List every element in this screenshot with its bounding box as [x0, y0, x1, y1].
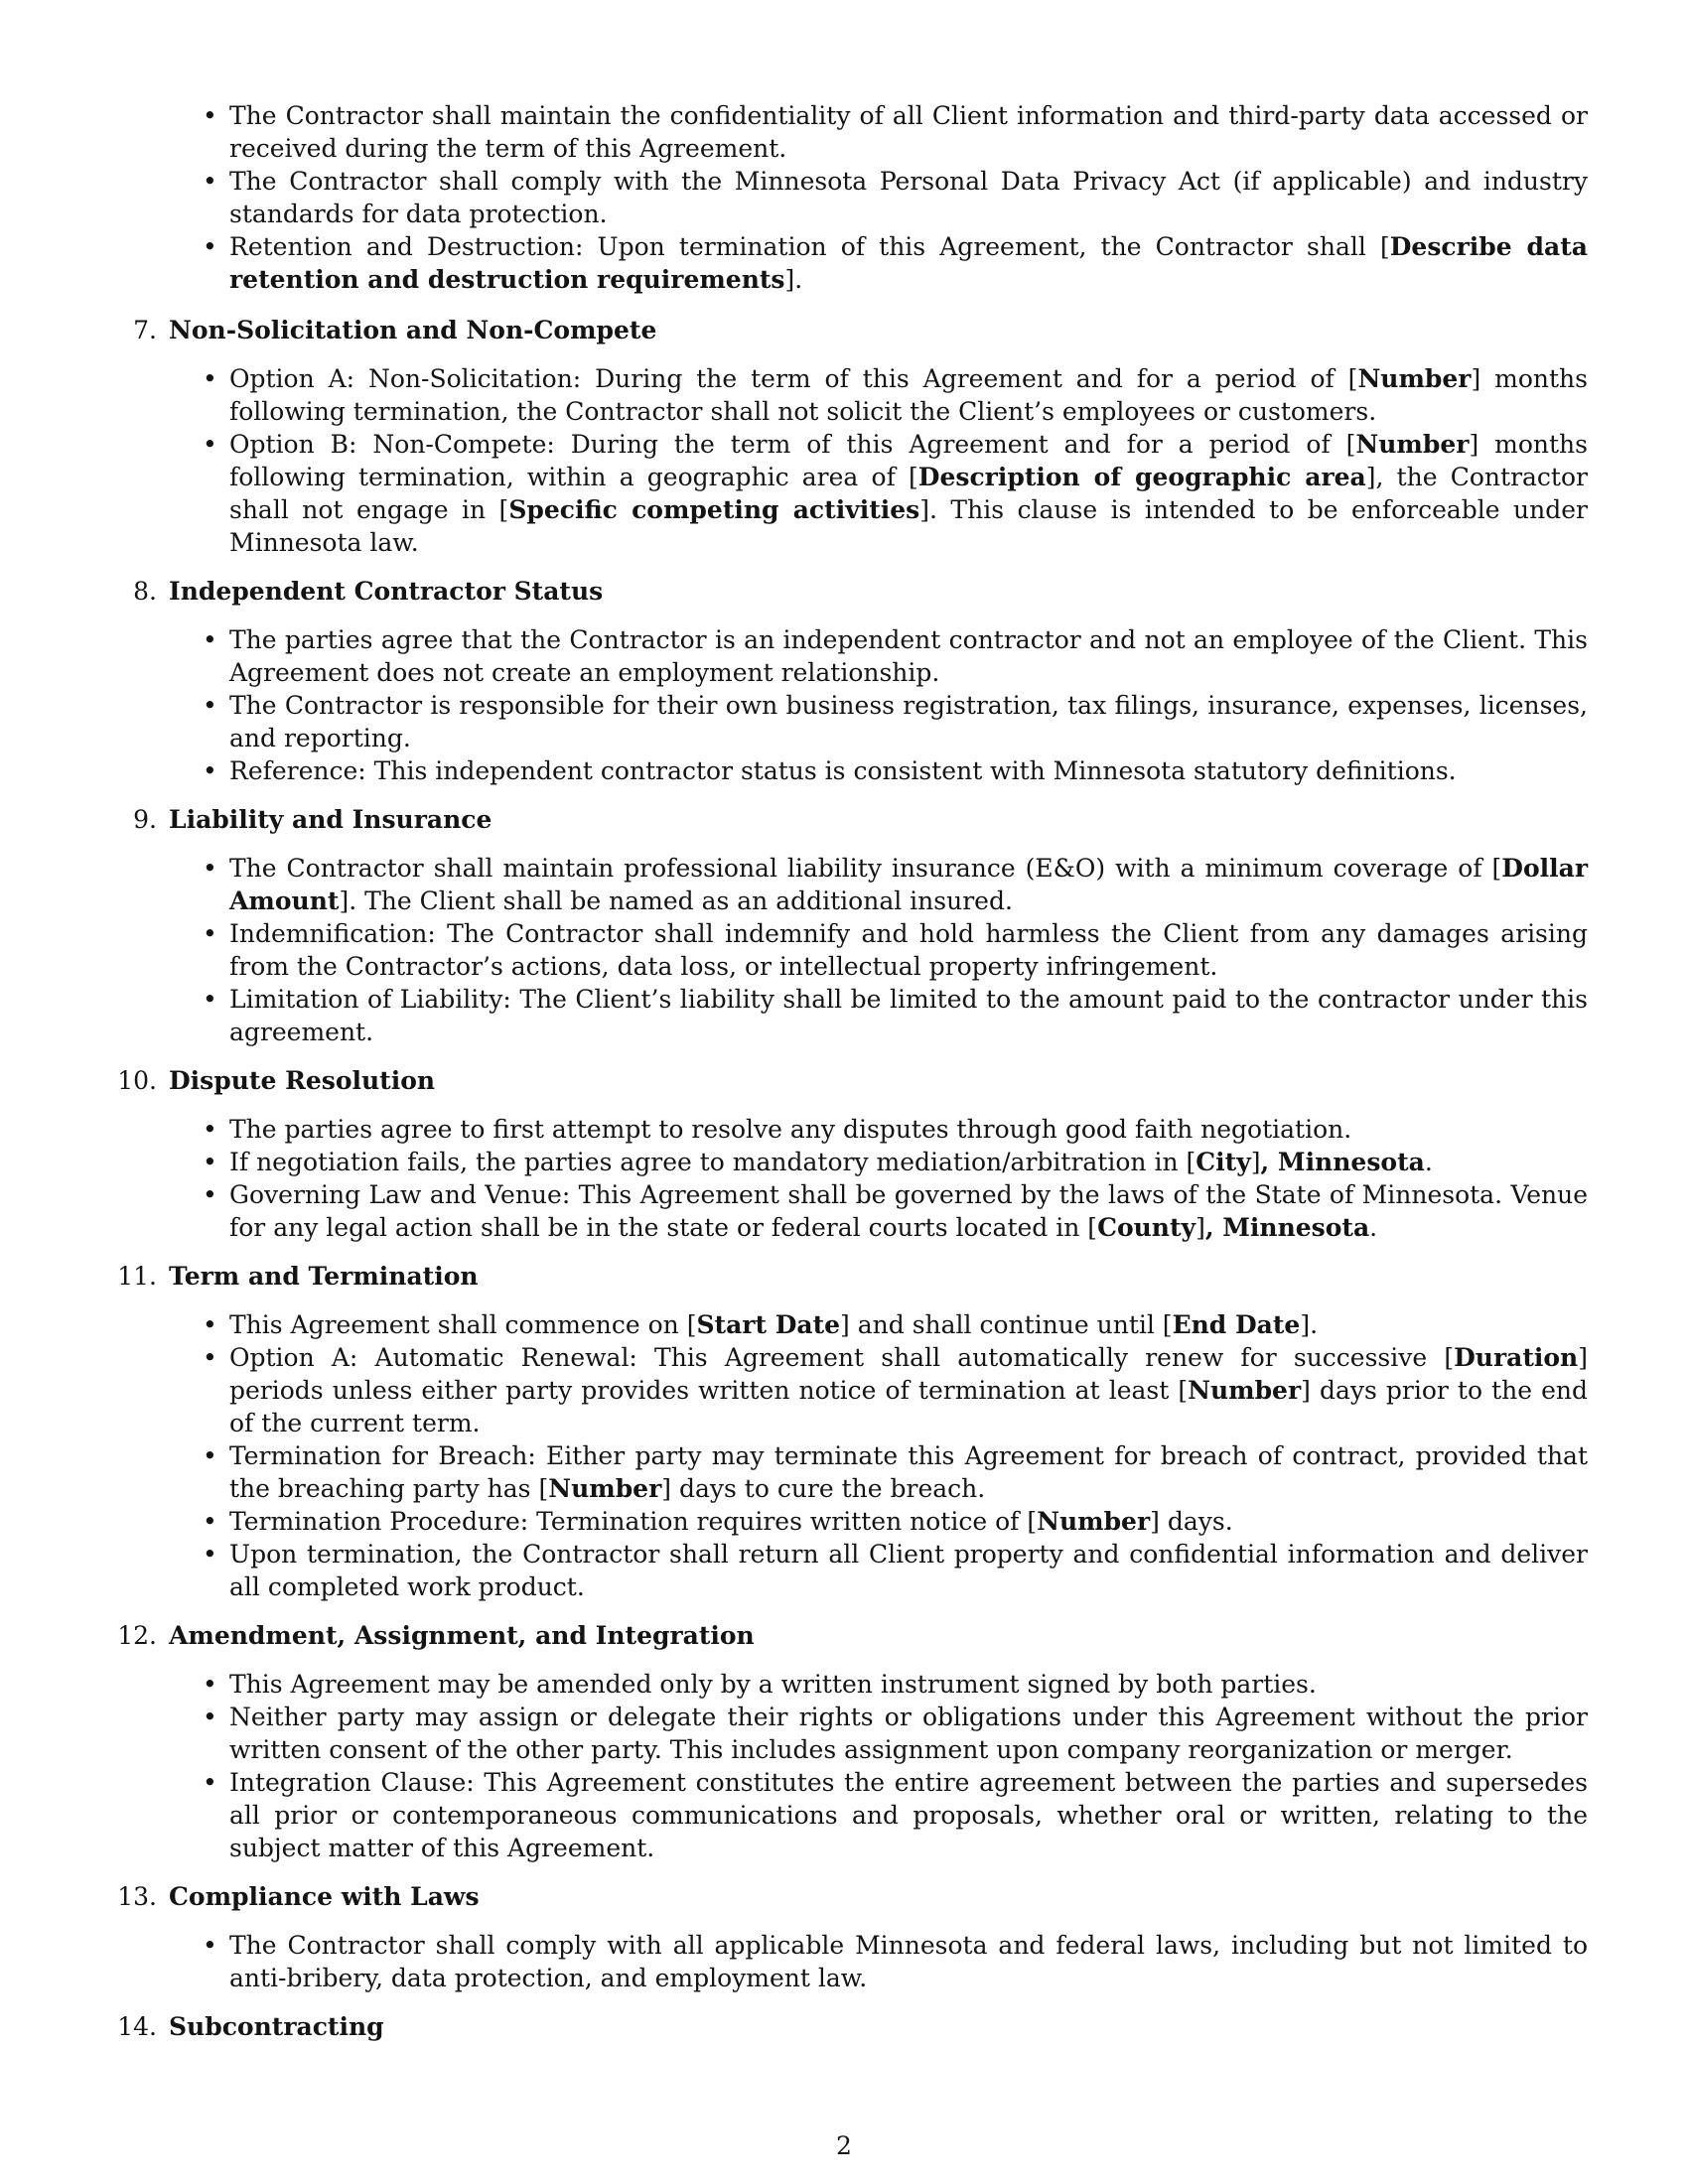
- section-number: 13.: [117, 1882, 157, 1911]
- section-heading: [0, 1880, 1688, 1913]
- clause-text: ]: [1250, 1148, 1261, 1176]
- section-bullet-list: [0, 1113, 1688, 1244]
- clause-text: ] days.: [1150, 1507, 1233, 1536]
- clause-text: ].: [1300, 1310, 1319, 1339]
- section-heading: [0, 1619, 1688, 1652]
- section-number: 7.: [133, 316, 157, 344]
- bullet-item: [229, 1929, 1588, 1994]
- clause-text: The Contractor shall comply with the Minnesota Personal Data Privacy Act (if applicable) and industry standards for data protection.: [229, 167, 1588, 228]
- section-9: [0, 803, 1688, 1048]
- section-bullet-list: [0, 1308, 1688, 1603]
- bullet-item: [229, 1439, 1588, 1505]
- bullet-item: [229, 230, 1588, 296]
- section-10: [0, 1064, 1688, 1244]
- bullet-item: [229, 1113, 1588, 1146]
- placeholder-text: Duration: [1454, 1343, 1579, 1372]
- bullet-item: [229, 1505, 1588, 1538]
- section-bullet-list: [0, 623, 1688, 787]
- bullet-item: [229, 165, 1588, 230]
- bullet-item: [229, 1766, 1588, 1864]
- section-heading: [0, 575, 1688, 608]
- placeholder-text: County: [1097, 1213, 1196, 1242]
- clause-text: Limitation of Liability: The Client’s liability shall be limited to the amount paid to the contractor under this agreement.: [229, 985, 1588, 1046]
- clause-text: ] days prior to the end of the current term.: [229, 1376, 1588, 1437]
- bullet-item: [229, 428, 1588, 559]
- section-number: 12.: [117, 1621, 157, 1650]
- bullet-item: [229, 1178, 1588, 1244]
- section-12: [0, 1619, 1688, 1864]
- placeholder-text: Number: [548, 1474, 662, 1503]
- clause-text: Integration Clause: This Agreement constitutes the entire agreement between the parties and supersedes all prior or contemporaneous communications and proposals, whether oral or written, relating to the subject matter of this Agreement.: [229, 1768, 1588, 1862]
- clause-text: The parties agree that the Contractor is an independent contractor and not an employee of the Client. This Agreement does not create an employment relationship.: [229, 625, 1588, 687]
- placeholder-text: Description of geographic area: [917, 463, 1366, 491]
- placeholder-text: Start Date: [696, 1310, 841, 1339]
- section-title: Dispute Resolution: [169, 1066, 436, 1095]
- clause-text: The Contractor shall comply with all applicable Minnesota and federal laws, including but not limited to anti-bribery, data protection, and employment law.: [229, 1931, 1588, 1992]
- clause-text: Neither party may assign or delegate their rights or obligations under this Agreement without the prior written consent of the other party. This includes assignment upon company reorganization or merger.: [229, 1703, 1588, 1764]
- placeholder-text: End Date: [1172, 1310, 1301, 1339]
- section-title: Amendment, Assignment, and Integration: [169, 1621, 755, 1650]
- bullet-item: [229, 623, 1588, 689]
- clause-text: ]. This clause is intended to be enforceable under Minnesota law.: [229, 495, 1589, 557]
- clause-text: This Agreement shall commence on [: [229, 1310, 697, 1339]
- section-title: Non-Solicitation and Non-Compete: [169, 316, 657, 344]
- clause-text: Governing Law and Venue: This Agreement shall be governed by the laws of the State of Minnesota. Venue for any legal action shall be in the state or federal courts located in [: [229, 1180, 1588, 1242]
- section-heading: [0, 1260, 1688, 1293]
- placeholder-text: Number: [1188, 1376, 1302, 1405]
- clause-text: ].: [784, 265, 803, 294]
- bullet-item: [229, 1308, 1588, 1341]
- clause-text: The Contractor shall maintain the confidentiality of all Client information and third-party data accessed or received during the term of this Agreement.: [229, 101, 1588, 163]
- clause-text: ] days to cure the breach.: [661, 1474, 986, 1503]
- placeholder-text: , Minnesota: [1260, 1148, 1425, 1176]
- clause-text: ]. The Client shall be named as an additional insured.: [339, 887, 1013, 915]
- section-title: Term and Termination: [169, 1262, 479, 1291]
- clause-text: Option A: Non-Solicitation: During the term of this Agreement and for a period of [: [229, 364, 1358, 393]
- clause-text: The Contractor shall maintain professional liability insurance (E&O) with a minimum coverage of [: [229, 854, 1502, 883]
- section-list: [0, 314, 1688, 2059]
- section-heading: [0, 803, 1688, 836]
- clause-text: .: [1424, 1148, 1433, 1176]
- bullet-item: [229, 1538, 1588, 1603]
- bullet-item: [229, 99, 1588, 165]
- clause-text: If negotiation fails, the parties agree to mandatory mediation/arbitration in [: [229, 1148, 1196, 1176]
- clause-text: Termination Procedure: Termination requires written notice of [: [229, 1507, 1038, 1536]
- section-heading: [0, 2010, 1688, 2043]
- bullet-item: [229, 1668, 1588, 1701]
- clause-text: The parties agree to first attempt to resolve any disputes through good faith negotiation.: [229, 1115, 1352, 1144]
- clause-text: Option A: Automatic Renewal: This Agreement shall automatically renew for successive [: [229, 1343, 1455, 1372]
- section-number: 11.: [117, 1262, 157, 1291]
- placeholder-text: City: [1196, 1148, 1251, 1176]
- section-8: [0, 575, 1688, 787]
- clause-text: The Contractor is responsible for their own business registration, tax filings, insurance, expenses, licenses, and reporting.: [229, 691, 1588, 752]
- bullet-item: [229, 1341, 1588, 1439]
- section-title: Independent Contractor Status: [169, 577, 604, 606]
- bullet-item: [229, 983, 1588, 1048]
- clause-text: ] and shall continue until [: [840, 1310, 1173, 1339]
- placeholder-text: Number: [1355, 430, 1470, 459]
- clause-text: ], the Contractor shall not engage in [: [229, 463, 1588, 524]
- clause-text: Retention and Destruction: Upon termination of this Agreement, the Contractor shall [: [229, 232, 1390, 261]
- page-number: 2: [836, 2131, 852, 2160]
- placeholder-text: Dollar Amount: [229, 854, 1588, 915]
- placeholder-text: Number: [1037, 1507, 1151, 1536]
- bullet-item: [229, 1701, 1588, 1766]
- bullet-item: [229, 362, 1588, 428]
- bullet-item: [229, 917, 1588, 983]
- section-bullet-list: [0, 1929, 1688, 1994]
- placeholder-text: , Minnesota: [1204, 1213, 1370, 1242]
- section-bullet-list: [0, 1668, 1688, 1864]
- clause-text: Indemnification: The Contractor shall indemnify and hold harmless the Client from any damages arising from the Contractor’s actions, data loss, or intellectual property infringement.: [229, 919, 1588, 981]
- section-7: [0, 314, 1688, 559]
- clause-text: Termination for Breach: Either party may terminate this Agreement for breach of contract, provided that the breaching party has [: [229, 1441, 1588, 1503]
- bullet-item: [229, 754, 1588, 787]
- section-number: 14.: [117, 2012, 157, 2041]
- placeholder-text: Number: [1357, 364, 1472, 393]
- section-bullet-list: [0, 362, 1688, 559]
- section-14: [0, 2010, 1688, 2043]
- section-title: Liability and Insurance: [169, 805, 492, 834]
- section-heading: [0, 1064, 1688, 1097]
- clause-text: ]: [1196, 1213, 1205, 1242]
- bullet-item: [229, 852, 1588, 917]
- clause-text: Option B: Non-Compete: During the term of this Agreement and for a period of [: [229, 430, 1356, 459]
- clause-text: ] periods unless either party provides written notice of termination at least [: [229, 1343, 1588, 1405]
- section-number: 8.: [133, 577, 157, 606]
- section-11: [0, 1260, 1688, 1603]
- placeholder-text: Describe data retention and destruction requirements: [229, 232, 1588, 294]
- clause-text: This Agreement may be amended only by a written instrument signed by both parties.: [229, 1670, 1317, 1699]
- section-number: 10.: [117, 1066, 157, 1095]
- clause-text: ] months following termination, within a geographic area of [: [229, 430, 1588, 491]
- section-bullet-list: [0, 852, 1688, 1048]
- clause-text: ] months following termination, the Contractor shall not solicit the Client’s employees or customers.: [229, 364, 1588, 426]
- section-title: Compliance with Laws: [169, 1882, 480, 1911]
- clause-text: Reference: This independent contractor status is consistent with Minnesota statutory definitions.: [229, 756, 1457, 785]
- section-number: 9.: [133, 805, 157, 834]
- clause-text: Upon termination, the Contractor shall return all Client property and confidential information and deliver all completed work product.: [229, 1540, 1588, 1601]
- section-title: Subcontracting: [169, 2012, 384, 2041]
- section-heading: [0, 314, 1688, 346]
- clause-text: .: [1369, 1213, 1378, 1242]
- placeholder-text: Specific competing activities: [508, 495, 920, 524]
- bullet-item: [229, 689, 1588, 754]
- intro-bullet-list: [0, 99, 1688, 296]
- bullet-item: [229, 1146, 1588, 1178]
- section-13: [0, 1880, 1688, 1994]
